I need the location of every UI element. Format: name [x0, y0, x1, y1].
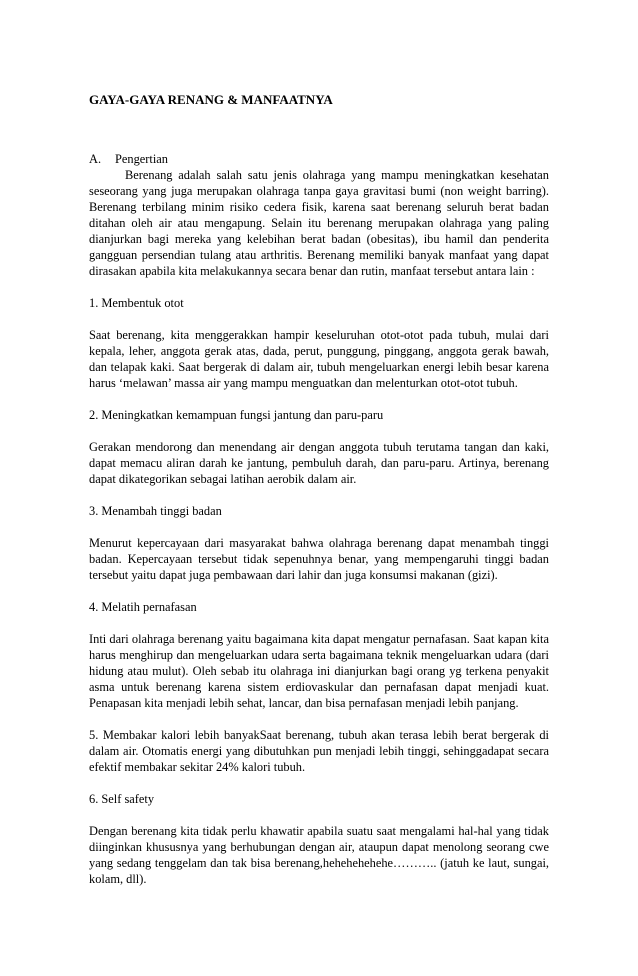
item-text-3: Menurut kepercayaan dari masyarakat bahwa olahraga berenang dapat menambah tinggi badan. Kepercayaan tersebut tidak sepenuhnya benar, yang mempengaruhi tinggi badan tersebut yaitu dapat juga pembawaan dari lahir dan juga konsumsi makanan (gizi). — [89, 536, 549, 582]
intro-paragraph: Berenang adalah salah satu jenis olahraga yang mampu meningkatkan kesehatan seseorang yang juga merupakan olahraga tanpa gaya gravitasi bumi (non weight barring). Berenang terbilang minim risiko cedera fisik, karena saat berenang seluruh berat badan ditahan oleh air atau mengapung. Selain itu berenang merupakan olahraga yang paling dianjurkan bagi mereka yang kelebihan berat badan (obesitas), ibu hamil dan penderita gangguan persendian tulang atau arthritis. Berenang memiliki banyak manfaat yang dapat dirasakan apabila kita melakukannya secara benar dan rutin, manfaat tersebut antara lain : — [89, 168, 549, 278]
item-title-3: 3. Menambah tinggi badan — [89, 504, 222, 518]
item-title-4: 4. Melatih pernafasan — [89, 600, 197, 614]
item-text-6: Dengan berenang kita tidak perlu khawatir apabila suatu saat mengalami hal-hal yang tidak diinginkan khususnya yang berhubungan dengan air, ataupun dapat menolong seorang cwe yang sedang tenggelam dan tak bisa berenang,hehehehehehe……….. (jatuh ke laut, sungai, kolam, dll). — [89, 824, 549, 886]
item-text-1: Saat berenang, kita menggerakkan hampir keseluruhan otot-otot pada tubuh, mulai dari kepala, leher, anggota gerak atas, dada, perut, punggung, pinggang, anggota gerak bawah, dan telapak kaki. Saat bergerak di dalam air, tubuh mengeluarkan energi lebih besar karena harus ‘melawan’ massa air yang mampu menguatkan dan melenturkan otot-otot tubuh. — [89, 328, 549, 390]
item-text-2: Gerakan mendorong dan menendang air dengan anggota tubuh terutama tangan dan kaki, dapat memacu aliran darah ke jantung, pembuluh darah, dan paru-paru. Artinya, berenang dapat dikategorikan sebagai latihan aerobik dalam air. — [89, 440, 549, 486]
section-letter: A. — [89, 152, 102, 166]
item-text-5: 5. Membakar kalori lebih banyakSaat berenang, tubuh akan terasa lebih berat bergerak di dalam air. Otomatis energi yang dibutuhkan pun menjadi lebih tinggi, sehinggadapat secara efektif membakar sekitar 24% kalori tubuh. — [89, 728, 549, 774]
section-heading — [89, 151, 549, 167]
item-text-4: Inti dari olahraga berenang yaitu bagaimana kita dapat mengatur pernafasan. Saat kapan kita harus menghirup dan mengeluarkan udara serta bagaimana teknik mengeluarkan udara (dari hidung atau mulut). Oleh sebab itu olahraga ini dianjurkan bagi orang yg terkena penyakit asma untuk berenang karena sistem erdiovaskular dan pernafasan dapat menjadi kuat. Penapasan kita menjadi lebih sehat, lancar, dan bisa pernafasan menjadi lebih panjang. — [89, 632, 549, 710]
item-title-1: 1. Membentuk otot — [89, 296, 184, 310]
section-heading-text: Pengertian — [115, 152, 168, 166]
item-title-2: 2. Meningkatkan kemampuan fungsi jantung dan paru-paru — [89, 408, 384, 422]
document-content — [89, 92, 549, 903]
document-title: GAYA-GAYA RENANG & MANFAATNYA — [89, 92, 333, 107]
item-title-6: 6. Self safety — [89, 792, 155, 806]
